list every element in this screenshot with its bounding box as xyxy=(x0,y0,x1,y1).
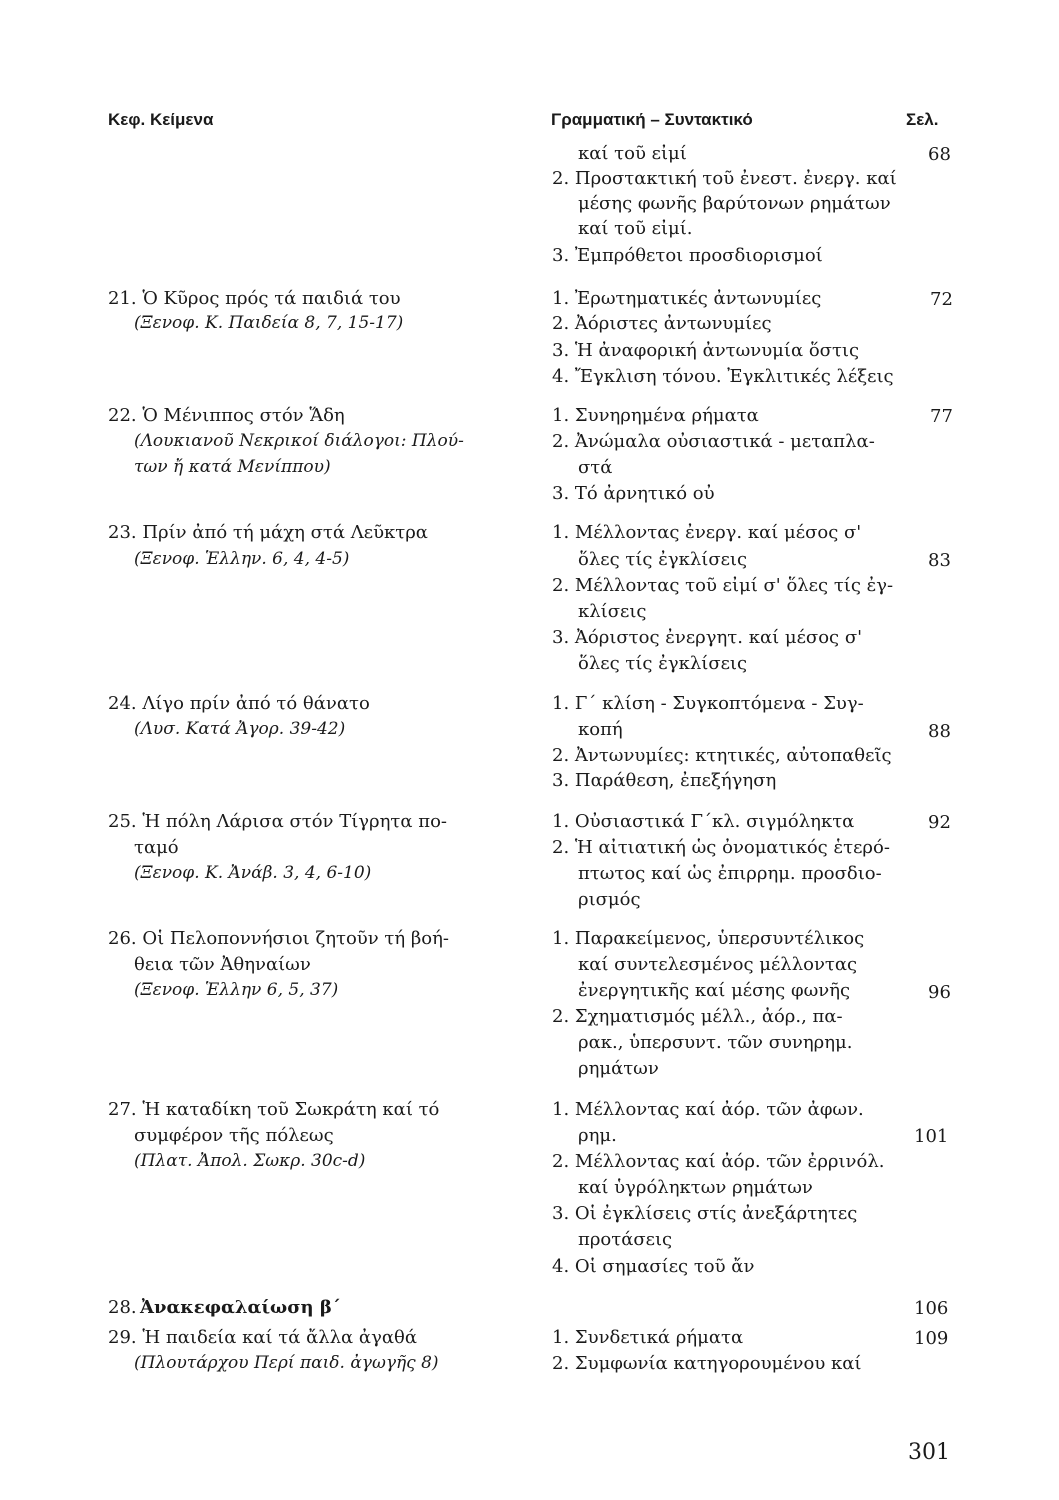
grammar-line: καί τοῦ εἰμί. xyxy=(578,218,693,239)
grammar-line: 3. Οἱ ἐγκλίσεις στίς ἀνεξάρτητες xyxy=(552,1203,858,1224)
grammar-line: καί ὑγρόληκτων ρημάτων xyxy=(578,1177,813,1198)
grammar-line: 2. Ἀόριστες ἀντωνυμίες xyxy=(552,313,772,334)
chapter-number: 28. xyxy=(108,1297,137,1318)
grammar-line: 1. Οὐσιαστικά Γ΄κλ. σιγμόληκτα xyxy=(552,811,855,832)
chapter-title: ταμό xyxy=(134,837,179,858)
page-ref: 96 xyxy=(928,982,951,1003)
grammar-line: 4. Ἔγκλιση τόνου. Ἐγκλιτικές λέξεις xyxy=(552,366,894,387)
grammar-line: 1. Συνηρημένα ρήματα xyxy=(552,405,759,426)
header-chapter: Κεφ. Κείμενα xyxy=(108,110,214,129)
grammar-line: 1. Μέλλοντας ἐνεργ. καί μέσος σ' xyxy=(552,522,862,543)
grammar-line: ρακ., ὑπερσυντ. τῶν συνηρημ. xyxy=(578,1032,853,1053)
grammar-line: ρημάτων xyxy=(578,1058,659,1079)
grammar-line: ὅλες τίς ἐγκλίσεις xyxy=(578,653,748,674)
chapter-source: (Ξενοφ. Κ. Παιδεία 8, 7, 15-17) xyxy=(134,313,404,333)
chapter-title: 22. Ὁ Μένιππος στόν Ἅδη xyxy=(108,405,345,426)
chapter-title: συμφέρον τῆς πόλεως xyxy=(134,1125,334,1146)
page-number: 301 xyxy=(908,1440,950,1465)
grammar-line: 3. Τό ἀρνητικό οὐ xyxy=(552,483,715,504)
grammar-line: 1. Γ΄ κλίση - Συγκοπτόμενα - Συγ- xyxy=(552,693,864,714)
chapter-title: 27. Ἡ καταδίκη τοῦ Σωκράτη καί τό xyxy=(108,1099,440,1120)
grammar-line: 2. Ἀνώμαλα οὐσιαστικά - μεταπλα- xyxy=(552,431,875,452)
grammar-line: 4. Οἱ σημασίες τοῦ ἄν xyxy=(552,1256,755,1277)
page-ref: 68 xyxy=(928,144,951,165)
grammar-line: ἐνεργητικῆς καί μέσης φωνῆς xyxy=(578,980,851,1001)
grammar-line: πτωτος καί ὡς ἐπιρρημ. προσδιο- xyxy=(578,863,882,884)
grammar-line: προτάσεις xyxy=(578,1229,673,1250)
header-grammar: Γραμματική – Συντακτικό xyxy=(551,110,753,129)
grammar-line: 2. Σχηματισμός μέλλ., ἀόρ., πα- xyxy=(552,1006,843,1027)
grammar-line: 3. Ἐμπρόθετοι προσδιορισμοί xyxy=(552,245,823,266)
chapter-title: 29. Ἡ παιδεία καί τά ἄλλα ἀγαθά xyxy=(108,1327,417,1348)
page-ref: 88 xyxy=(928,721,951,742)
chapter-source: (Λυσ. Κατά Ἀγορ. 39-42) xyxy=(134,719,346,739)
grammar-line: κλίσεις xyxy=(578,601,647,622)
grammar-line: 1. Ἐρωτηματικές ἀντωνυμίες xyxy=(552,288,822,309)
chapter-title: θεια τῶν Ἀθηναίων xyxy=(134,954,311,975)
grammar-line: 2. Ἡ αἰτιατική ὡς ὀνοματικός ἑτερό- xyxy=(552,837,890,858)
chapter-source: (Λουκιανοῦ Νεκρικοί διάλογοι: Πλού- xyxy=(134,431,464,451)
grammar-line: 1. Συνδετικά ρήματα xyxy=(552,1327,744,1348)
page-ref: 77 xyxy=(930,406,953,427)
grammar-line: στά xyxy=(578,457,613,478)
grammar-line: 2. Ἀντωνυμίες: κτητικές, αὐτοπαθεῖς xyxy=(552,745,892,766)
chapter-title: 21. Ὁ Κῦρος πρός τά παιδιά του xyxy=(108,288,401,309)
page-ref: 106 xyxy=(914,1298,949,1319)
grammar-line: 3. Παράθεση, ἐπεξήγηση xyxy=(552,770,777,791)
grammar-line: ὅλες τίς ἐγκλίσεις xyxy=(578,549,748,570)
chapter-source: (Πλατ. Ἀπολ. Σωκρ. 30c-d) xyxy=(134,1151,366,1171)
grammar-line: 3. Ἀόριστος ἐνεργητ. καί μέσος σ' xyxy=(552,627,863,648)
grammar-line: 2. Μέλλοντας καί ἀόρ. τῶν ἐρρινόλ. xyxy=(552,1151,885,1172)
chapter-source: (Ξενοφ. Ἑλλην 6, 5, 37) xyxy=(134,980,339,1000)
grammar-line: ρημ. xyxy=(578,1125,617,1146)
chapter-source: (Πλουτάρχου Περί παιδ. ἀγωγῆς 8) xyxy=(134,1353,439,1373)
chapter-title: Ἀνακεφαλαίωση β΄ xyxy=(140,1297,341,1318)
page-ref: 83 xyxy=(928,550,951,571)
chapter-source: (Ξενοφ. Κ. Ἀνάβ. 3, 4, 6-10) xyxy=(134,863,372,883)
page-ref: 109 xyxy=(914,1328,949,1349)
chapter-title: 24. Λίγο πρίν ἀπό τό θάνατο xyxy=(108,693,370,714)
page-ref: 72 xyxy=(930,289,953,310)
chapter-title: 23. Πρίν ἀπό τή μάχη στά Λεῦκτρα xyxy=(108,522,428,543)
grammar-line: 2. Προστακτική τοῦ ἐνεστ. ἐνεργ. καί xyxy=(552,168,897,189)
header-page: Σελ. xyxy=(906,110,939,129)
chapter-source: των ἤ κατά Μενίππου) xyxy=(134,457,331,477)
grammar-line: καί τοῦ εἰμί xyxy=(578,143,687,164)
grammar-line: 2. Συμφωνία κατηγορουμένου καί xyxy=(552,1353,862,1374)
page-ref: 101 xyxy=(914,1126,949,1147)
grammar-line: ρισμός xyxy=(578,889,641,910)
grammar-line: 1. Παρακείμενος, ὑπερσυντέλικος xyxy=(552,928,865,949)
page-ref: 92 xyxy=(928,812,951,833)
grammar-line: κοπή xyxy=(578,719,623,740)
chapter-source: (Ξενοφ. Ἑλλην. 6, 4, 4-5) xyxy=(134,549,350,569)
chapter-title: 26. Οἱ Πελοποννήσιοι ζητοῦν τή βοή- xyxy=(108,928,449,949)
grammar-line: 2. Μέλλοντας τοῦ εἰμί σ' ὅλες τίς ἐγ- xyxy=(552,575,894,596)
chapter-title: 25. Ἡ πόλη Λάρισα στόν Τίγρητα πο- xyxy=(108,811,447,832)
grammar-line: καί συντελεσμένος μέλλοντας xyxy=(578,954,858,975)
grammar-line: 3. Ἡ ἀναφορική ἀντωνυμία ὅστις xyxy=(552,340,860,361)
grammar-line: 1. Μέλλοντας καί ἀόρ. τῶν ἀφων. xyxy=(552,1099,864,1120)
grammar-line: μέσης φωνῆς βαρύτονων ρημάτων xyxy=(578,193,891,214)
